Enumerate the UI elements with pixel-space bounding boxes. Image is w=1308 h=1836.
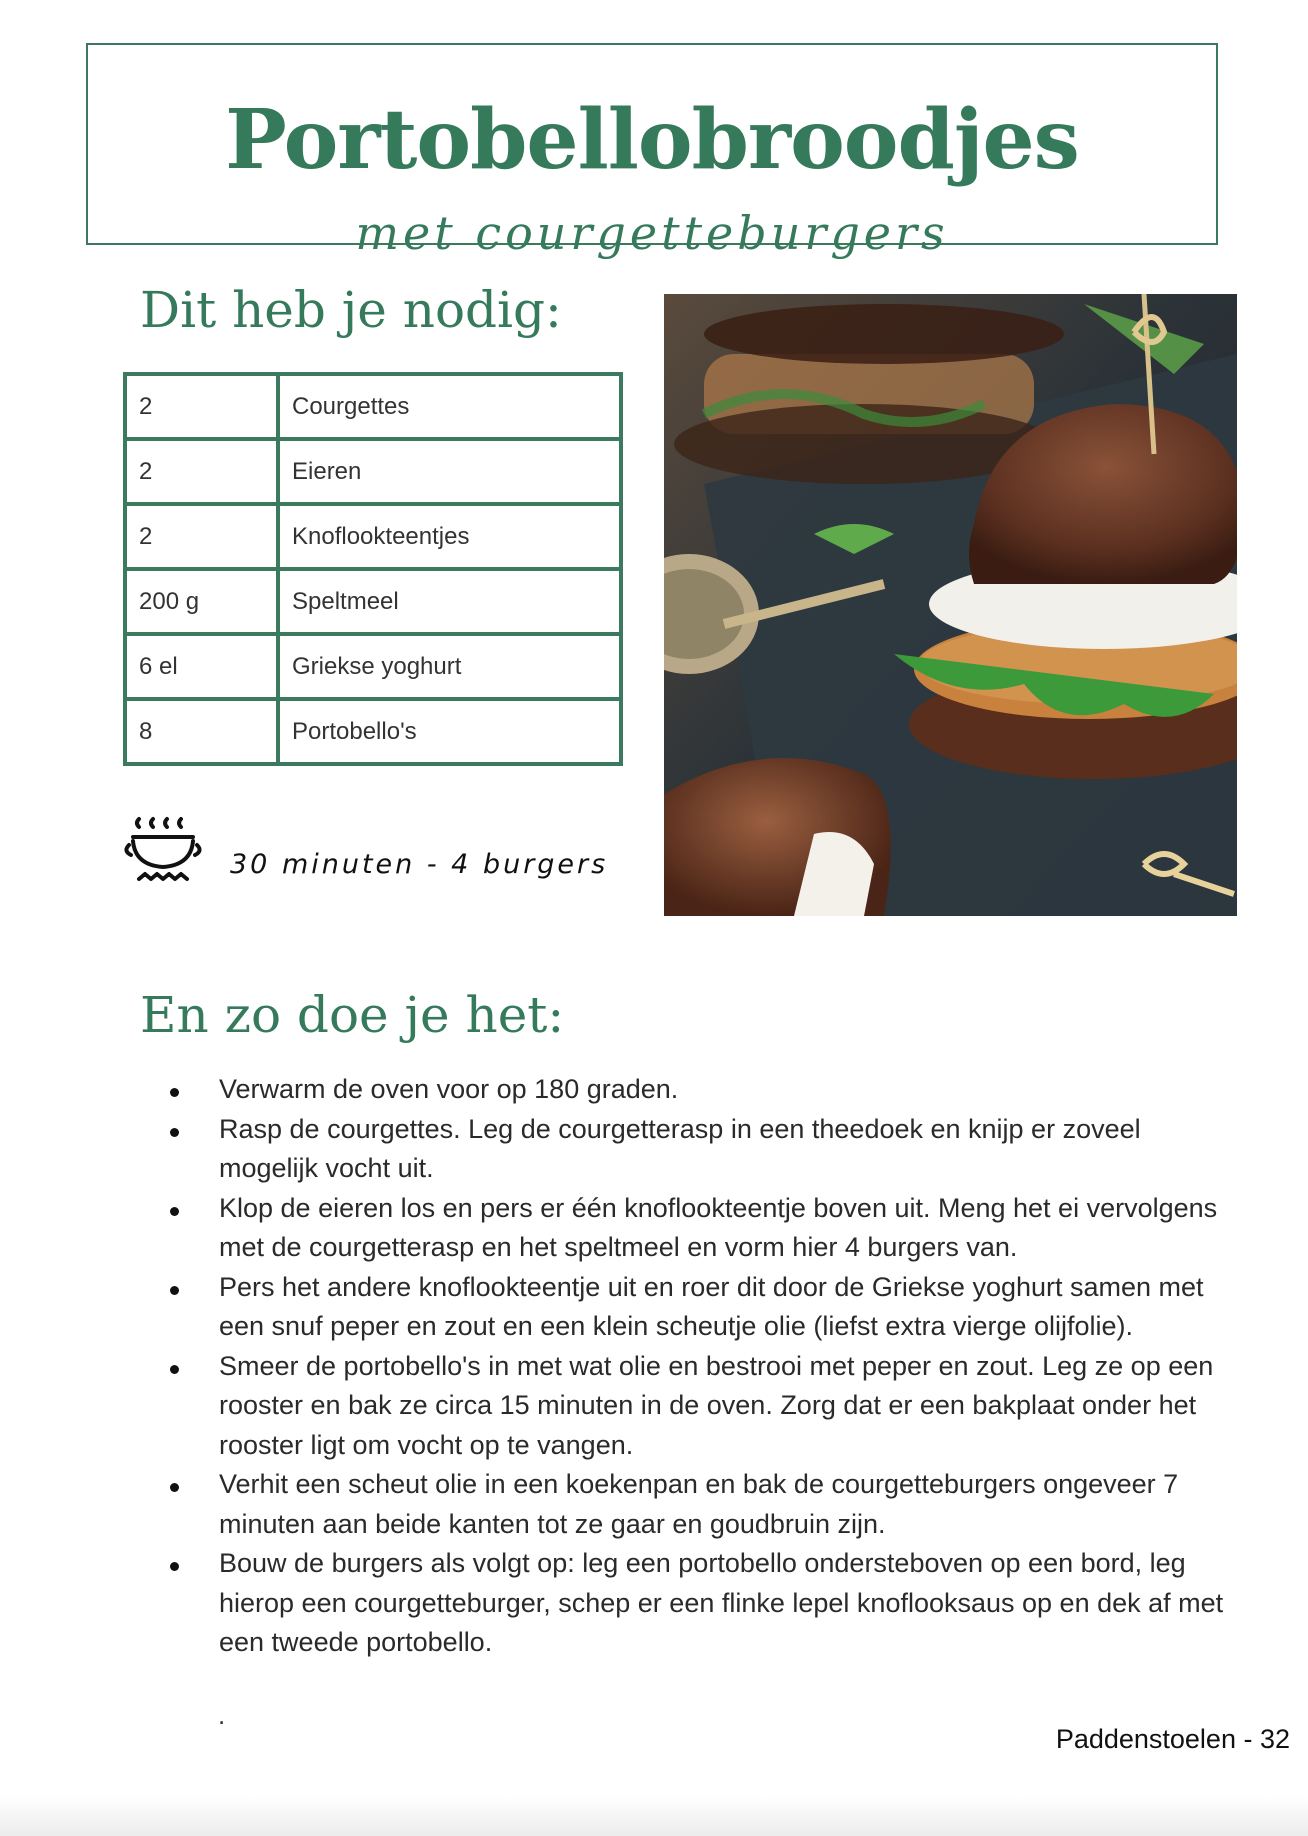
title-box	[86, 43, 1218, 260]
page-title: Portobellobroodjes	[225, 92, 1079, 188]
method-step: Klop de eieren los en pers er één knoflookteentje boven uit. Meng het ei vervolgens met de courgetterasp en het speltmeel en vorm hier 4 burgers van.	[170, 1189, 1230, 1268]
ingredient-row	[125, 569, 621, 634]
page-subtitle: met courgetteburgers	[355, 206, 949, 260]
ingredients-heading: Dit heb je nodig:	[140, 281, 562, 339]
burger-photo	[664, 294, 1237, 916]
method-steps	[170, 1070, 1230, 1663]
ingredient-name: Griekse yoghurt	[278, 634, 621, 699]
ingredient-row	[125, 439, 621, 504]
ingredient-name: Speltmeel	[278, 569, 621, 634]
ingredients-table	[123, 372, 623, 766]
trailing-dot: .	[218, 1700, 226, 1730]
time-text: 30 minuten - 4 burgers	[230, 849, 609, 880]
ingredient-quantity: 2	[125, 504, 278, 569]
method-heading: En zo doe je het:	[140, 986, 565, 1044]
time-info	[123, 815, 643, 895]
ingredient-quantity: 200 g	[125, 569, 278, 634]
ingredient-quantity: 2	[125, 439, 278, 504]
page-bottom-shadow	[0, 1796, 1308, 1836]
cooking-pot-icon	[123, 815, 211, 895]
ingredient-quantity: 8	[125, 699, 278, 764]
ingredient-name: Portobello's	[278, 699, 621, 764]
method-step: Bouw de burgers als volgt op: leg een portobello ondersteboven op een bord, leg hierop een courgetteburger, schep er een flinke lepel knoflooksaus op en dek af met een tweede portobello.	[170, 1544, 1230, 1663]
ingredient-row	[125, 374, 621, 439]
ingredient-name: Knoflookteentjes	[278, 504, 621, 569]
method-step: Verhit een scheut olie in een koekenpan en bak de courgetteburgers ongeveer 7 minuten aan beide kanten tot ze gaar en goudbruin zijn.	[170, 1465, 1230, 1544]
ingredient-row	[125, 634, 621, 699]
method-step: Rasp de courgettes. Leg de courgetterasp in een theedoek en knijp er zoveel mogelijk vocht uit.	[170, 1110, 1230, 1189]
method-step: Pers het andere knoflookteentje uit en roer dit door de Griekse yoghurt samen met een snuf peper en zout en een klein scheutje olie (liefst extra vierge olijfolie).	[170, 1268, 1230, 1347]
ingredient-name: Eieren	[278, 439, 621, 504]
ingredient-quantity: 6 el	[125, 634, 278, 699]
ingredient-row	[125, 699, 621, 764]
method-step: Verwarm de oven voor op 180 graden.	[170, 1070, 1230, 1110]
page-footer: Paddenstoelen - 32	[1055, 1724, 1290, 1754]
ingredient-name: Courgettes	[278, 374, 621, 439]
ingredient-quantity: 2	[125, 374, 278, 439]
method-step: Smeer de portobello's in met wat olie en bestrooi met peper en zout. Leg ze op een rooster en bak ze circa 15 minuten in de oven. Zorg dat er een bakplaat onder het rooster ligt om vocht op te vangen.	[170, 1347, 1230, 1466]
ingredient-row	[125, 504, 621, 569]
